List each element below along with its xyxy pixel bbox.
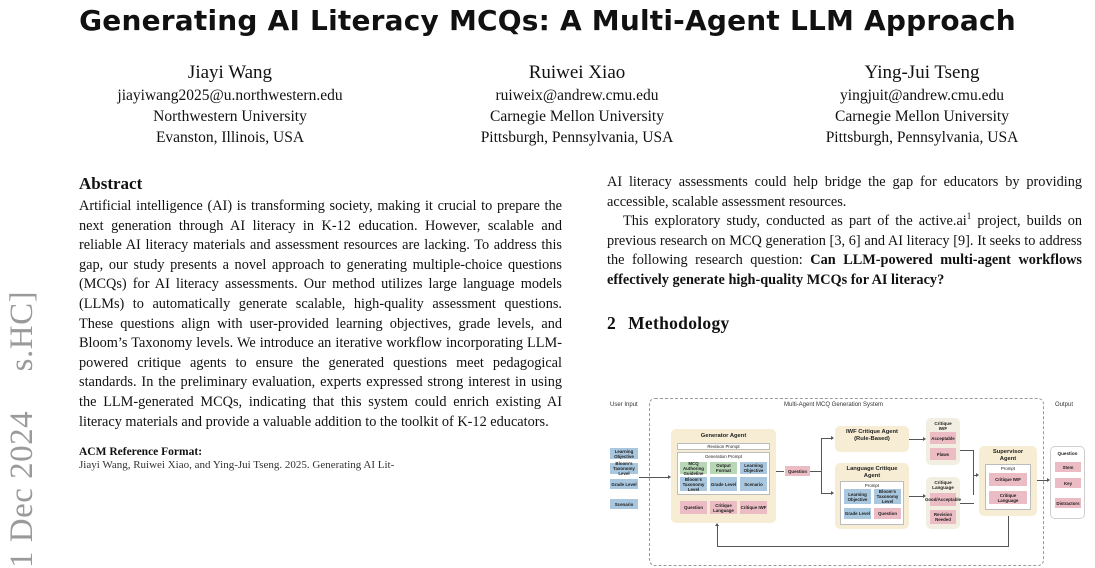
arrow-lang-to-supervisor xyxy=(960,503,974,504)
mcq-guideline-box: MCQ Authoring Guideline xyxy=(680,462,707,474)
output-label: Output xyxy=(1055,402,1074,408)
gen-learning-objective-box: Learning Objective xyxy=(740,462,767,474)
generator-agent-title: Generator Agent xyxy=(700,433,747,439)
workflow-figure xyxy=(607,395,1085,568)
acm-reference-heading: ACM Reference Format: xyxy=(79,446,203,459)
arrow-iwf-to-critique xyxy=(909,439,924,440)
supervisor-critique-iwf-box: Critique IWF xyxy=(989,473,1027,486)
research-question: Can LLM-powered multi-agent workflows effectively generate high-quality MCQs for AI literacy? xyxy=(607,252,1082,288)
critique-iwf-title: Critique IWF xyxy=(934,421,952,431)
generator-agent-panel xyxy=(671,429,776,523)
lang-grade-level-box: Grade Level xyxy=(844,508,871,519)
arxiv-side-stamp xyxy=(2,228,42,568)
author-affiliation: Carnegie Mellon University xyxy=(835,108,1009,125)
author-name: Ruiwei Xiao xyxy=(528,62,626,83)
gen-grade-level-box: Grade Level xyxy=(710,477,737,491)
author-name: Jiayi Wang xyxy=(187,62,273,83)
arrow-tip xyxy=(715,523,719,526)
output-distractors-box: Distractors xyxy=(1055,498,1081,508)
author-affiliation: Carnegie Mellon University xyxy=(490,108,664,125)
user-input-label: User Input xyxy=(610,402,638,408)
input-scenario: Scenario xyxy=(610,499,638,509)
arrow-feedback-down xyxy=(1008,516,1009,546)
arrow-feedback-bottom xyxy=(717,546,1009,547)
language-agent-title: Language Critique Agent xyxy=(846,466,898,479)
arrow-lang-to-critique xyxy=(909,496,924,497)
lang-question-box: Question xyxy=(874,508,901,519)
arrow-supervisor-vertical xyxy=(973,450,974,495)
study-text-start: This exploratory study, conducted as part of the active.ai xyxy=(623,213,967,230)
arrow-gen-to-question xyxy=(776,471,784,472)
arrow-tip xyxy=(831,491,834,495)
author-location: Pittsburgh, Pennsylvania, USA xyxy=(825,129,1019,146)
arxiv-stamp-category: s.HC] xyxy=(4,290,40,372)
gen-blooms-box: Bloom's Taxonomy Level xyxy=(680,477,707,491)
abstract-text: Artificial intelligence (AI) is transforming society, making it crucial to prepare the next generation through AI literacy in K-12 education. However, scalable and reliable AI literacy materials and assessment resources are lacking. To address this gap, our study presents a novel approach to generating multiple-choice questions (MCQs) for AI literacy assessments. Our method utilizes large language models (LLMs) to automatically generate scalable, high-quality assessment questions. These questions align with user-provided learning objectives, grade levels, and Bloom’s Taxonomy levels. We introduce an iterative workflow incorporating LLM-powered critique agents to ensure the generated questions meet pedagogical standards. In the preliminary evaluation, experts expressed strong interest in using the LLM-generated MCQs, indicating that this system could enrich existing AI literacy materials and provide a valuable addition to the toolkit of K-12 educators. xyxy=(79,198,562,430)
gen-critique-language-box: Critique Language xyxy=(710,501,737,514)
gen-scenario-box: Scenario xyxy=(740,477,767,491)
acm-reference-text: Jiayi Wang, Ruiwei Xiao, and Ying-Jui Tseng. 2025. Generating AI Lit- xyxy=(79,459,395,472)
input-grade-level: Grade Level xyxy=(610,479,638,489)
intro-paragraph: AI literacy assessments could help bridge the gap for educators by providing accessible, scalable assessment resources. xyxy=(607,174,1082,210)
author-3 xyxy=(752,60,1092,148)
author-block xyxy=(60,60,1090,160)
lang-good-box: Good/Acceptable xyxy=(930,493,956,506)
author-email[interactable]: yingjuit@andrew.cmu.edu xyxy=(840,87,1004,104)
output-stem-box: Stem xyxy=(1055,462,1081,472)
section-title: Methodology xyxy=(628,312,730,333)
study-text-end: project, builds on previous research on MCQ generation [3, 6] and AI literacy [9]. It seeks to address the following research question: xyxy=(607,213,1083,269)
input-blooms-level: Bloom's Taxonomy Level xyxy=(610,463,638,474)
abstract-heading: Abstract xyxy=(79,174,143,193)
critique-language-panel xyxy=(926,477,960,529)
arrow-input-to-generator xyxy=(639,477,669,478)
question-node: Question xyxy=(785,466,810,476)
author-location: Evanston, Illinois, USA xyxy=(155,129,305,146)
output-question-title: Question xyxy=(1057,451,1078,456)
supervisor-prompt-box: Prompt xyxy=(985,464,1031,510)
lang-learning-objective-box: Learning Objective xyxy=(844,489,871,504)
lang-blooms-box: Bloom's Taxonomy Level xyxy=(874,489,901,504)
author-location: Pittsburgh, Pennsylvania, USA xyxy=(480,129,674,146)
language-prompt-box: Prompt xyxy=(840,481,904,525)
supervisor-agent-panel xyxy=(979,446,1037,516)
iwf-agent-title: IWF Critique Agent (Rule-Based) xyxy=(846,429,898,442)
critique-iwf-panel xyxy=(926,418,960,465)
author-email[interactable]: ruiweix@andrew.cmu.edu xyxy=(495,87,659,104)
section-number: 2 xyxy=(607,312,617,333)
output-panel xyxy=(1050,446,1085,519)
footnote-marker[interactable]: 1 xyxy=(966,211,972,222)
gen-critique-iwf-box: Critique IWF xyxy=(740,501,767,514)
author-1 xyxy=(60,60,400,148)
study-paragraph xyxy=(607,212,1082,290)
system-label: Multi-Agent MCQ Generation System xyxy=(784,402,884,408)
arrow-feedback-up xyxy=(717,526,718,546)
lang-revision-box: Revision Needed xyxy=(930,510,956,524)
revision-prompt-box: Revision Prompt xyxy=(677,443,770,450)
generation-prompt-box: Generation Prompt xyxy=(677,452,770,495)
output-key-box: Key xyxy=(1055,478,1081,488)
arrow-tip xyxy=(831,436,834,440)
author-name: Ying-Jui Tseng xyxy=(864,62,980,83)
iwf-flaws-box: Flaws xyxy=(930,448,956,460)
paper-title: Generating AI Literacy MCQs: A Multi-Agent LLM Approach xyxy=(79,4,1016,37)
author-affiliation: Northwestern University xyxy=(153,108,307,125)
right-column xyxy=(607,173,1082,334)
arrow-iwf-to-supervisor xyxy=(960,450,974,451)
author-email[interactable]: jiayiwang2025@u.northwestern.edu xyxy=(117,87,343,104)
section-heading-methodology xyxy=(607,313,1082,334)
arxiv-stamp-date: 1 Dec 2024 xyxy=(4,410,40,568)
supervisor-critique-language-box: Critique Language xyxy=(989,491,1027,504)
language-agent-panel xyxy=(835,463,909,529)
arrow-split-vertical xyxy=(821,438,822,493)
supervisor-agent-title: Supervisor Agent xyxy=(992,449,1024,462)
left-column xyxy=(79,173,562,472)
iwf-agent-panel xyxy=(835,426,909,452)
iwf-acceptable-box: Acceptable xyxy=(930,432,956,444)
gen-question-box: Question xyxy=(680,501,707,514)
critique-language-title: Critique Language xyxy=(932,480,954,490)
author-2 xyxy=(407,60,747,148)
input-learning-objective: Learning Objective xyxy=(610,448,638,459)
output-format-box: Output Format xyxy=(710,462,737,474)
